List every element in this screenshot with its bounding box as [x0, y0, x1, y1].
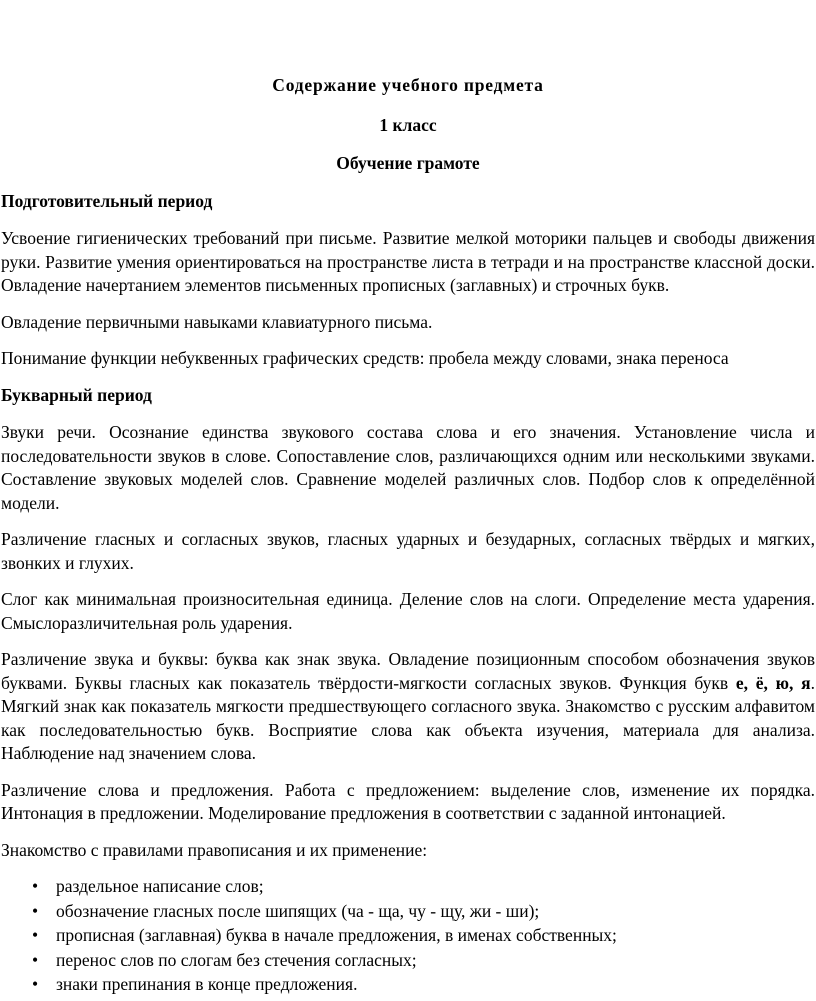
list-item-text: обозначение гласных после шипящих (ча - ща, чу - щу, жи - ши); [56, 900, 540, 921]
document-title: Содержание учебного предмета [272, 75, 544, 95]
paragraph: Различение гласных и согласных звуков, гласных ударных и безударных, согласных твёрдых и мягких, звонких и глухих. [1, 529, 815, 573]
paragraph: Усвоение гигиенических требований при письме. Развитие мелкой моторики пальцев и свободы движения руки. Развитие умения ориентироваться на пространстве листа в тетради и на пространстве классной доски. Овладение начертанием элементов письменных прописных (заглавных) и строчных букв. [1, 228, 815, 295]
bullet-icon: • [32, 876, 39, 896]
document-page [0, 74, 816, 998]
paragraph-text: Различение звука и буквы: буква как знак звука. Овладение позиционным способом обозначения звуков буквами. Буквы гласных как показатель твёрдости-мягкости согласных звуков. Функция букв [1, 649, 815, 693]
paragraph-letters [1, 648, 815, 766]
list-item [1, 900, 815, 924]
list-item-text: перенос слов по слогам без стечения согласных; [56, 949, 417, 970]
list-item-text: прописная (заглавная) буква в начале предложения, в именах собственных; [56, 925, 617, 945]
bullet-icon: • [32, 925, 39, 945]
list-item [1, 949, 815, 973]
bullet-icon: • [32, 974, 39, 994]
paragraph: Звуки речи. Осознание единства звукового состава слова и его значения. Установление числа и последовательности звуков в слове. Сопоставление слов, различающихся одним или несколькими звуками. Составление звуковых моделей слов. Сравнение моделей различных слов. Подбор слов к определённой модели. [1, 422, 815, 513]
paragraph: Различение слова и предложения. Работа с предложением: выделение слов, изменение их порядка. Интонация в предложении. Моделирование предложения в соответствии с заданной интонацией. [1, 779, 815, 823]
bullet-icon: • [32, 949, 39, 970]
paragraph: Овладение первичными навыками клавиатурного письма. [1, 311, 433, 332]
paragraph: Слог как минимальная произносительная единица. Деление слов на слоги. Определение места ударения. Смыслоразличительная роль ударения. [1, 589, 815, 633]
rules-list [1, 875, 815, 997]
grade-heading: 1 класс [379, 114, 437, 135]
list-item [1, 973, 815, 997]
list-item [1, 875, 815, 899]
section-heading-preparatory: Подготовительный период [1, 190, 213, 211]
subject-heading: Обучение грамоте [336, 153, 480, 173]
paragraph: Знакомство с правилами правописания и их применение: [1, 839, 428, 860]
list-item-text: знаки препинания в конце предложения. [56, 974, 358, 994]
section-heading-alphabet: Букварный период [1, 384, 152, 405]
paragraph: Понимание функции небуквенных графических средств: пробела между словами, знака переноса [1, 348, 729, 368]
paragraph-text: . Мягкий знак как показатель мягкости предшествующего согласного звука. Знакомство с русским алфавитом как последовательностью букв. Восприятие слова как объекта изучения, материала для анализа. Наблюдение над значением слова. [1, 672, 815, 763]
list-item-text: раздельное написание слов; [56, 876, 264, 896]
list-item [1, 924, 815, 948]
bullet-icon: • [32, 900, 39, 921]
bold-letters: е, ё, ю, я [735, 672, 811, 693]
